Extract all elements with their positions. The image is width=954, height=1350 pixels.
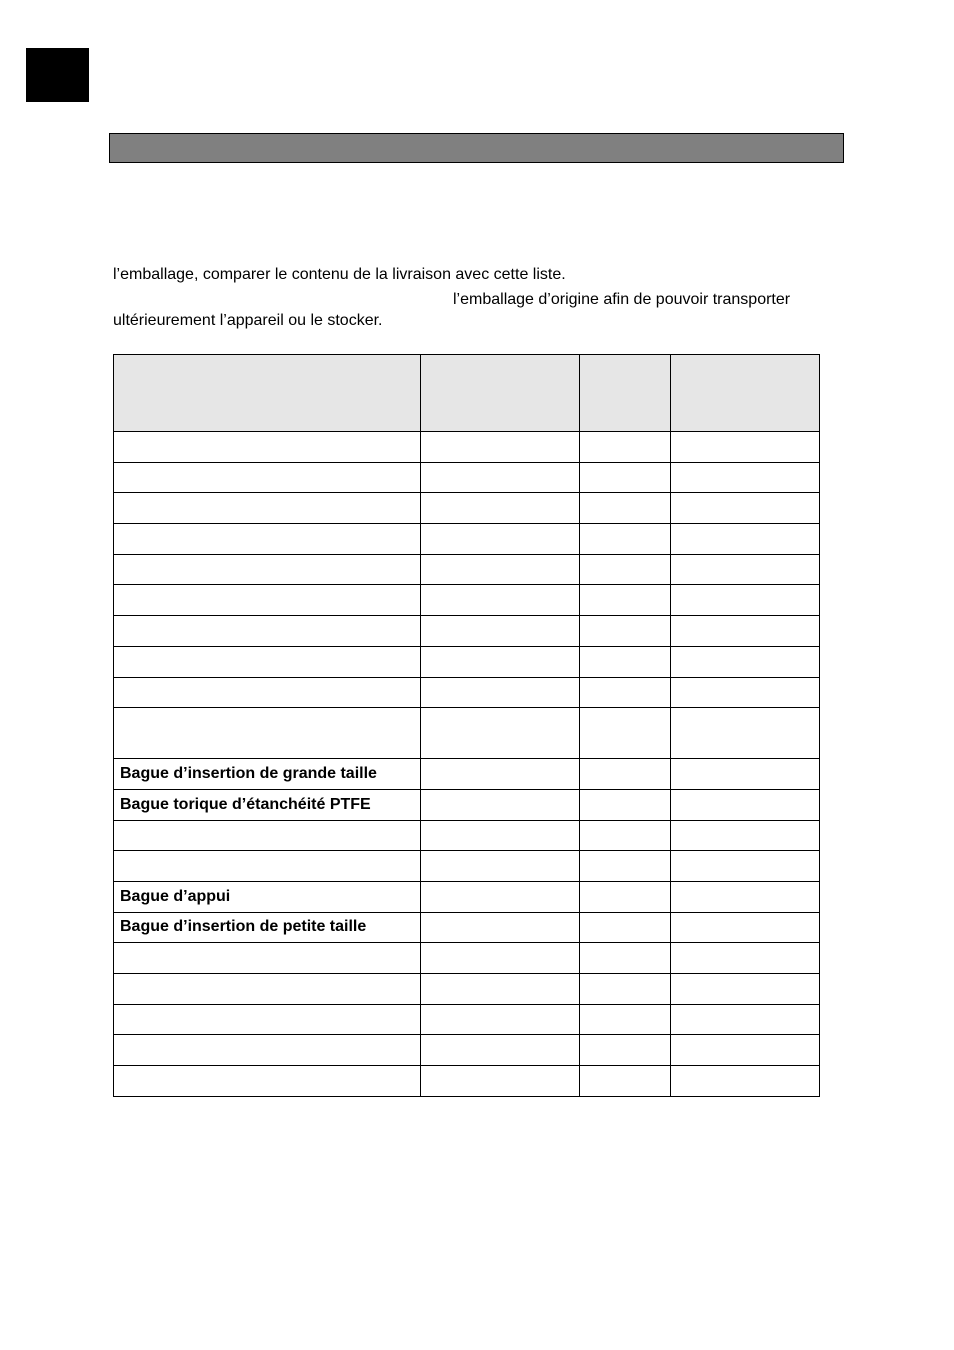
table-row xyxy=(114,524,820,555)
table-row xyxy=(114,1066,820,1097)
table-row xyxy=(114,912,820,943)
row-label xyxy=(114,554,421,585)
row-cell xyxy=(580,974,671,1005)
row-cell xyxy=(421,851,580,882)
table-row xyxy=(114,1004,820,1035)
row-label xyxy=(114,646,421,677)
row-label xyxy=(114,616,421,647)
row-cell xyxy=(580,646,671,677)
row-cell xyxy=(421,432,580,463)
row-cell xyxy=(671,616,820,647)
table-row xyxy=(114,789,820,820)
row-cell xyxy=(580,432,671,463)
row-cell xyxy=(421,974,580,1005)
row-cell xyxy=(580,820,671,851)
row-label xyxy=(114,851,421,882)
row-label xyxy=(114,524,421,555)
row-label xyxy=(114,1066,421,1097)
row-cell xyxy=(580,677,671,708)
row-cell xyxy=(580,1066,671,1097)
row-cell xyxy=(421,789,580,820)
table-row xyxy=(114,432,820,463)
row-cell xyxy=(580,759,671,790)
row-cell xyxy=(421,820,580,851)
row-cell xyxy=(421,708,580,759)
row-cell xyxy=(421,943,580,974)
row-cell xyxy=(671,943,820,974)
row-cell xyxy=(671,851,820,882)
row-label xyxy=(114,462,421,493)
table-row xyxy=(114,616,820,647)
row-cell xyxy=(421,912,580,943)
row-cell xyxy=(421,493,580,524)
table-row xyxy=(114,462,820,493)
row-cell xyxy=(580,789,671,820)
row-cell xyxy=(580,708,671,759)
row-cell xyxy=(580,585,671,616)
row-cell xyxy=(421,1066,580,1097)
table-row xyxy=(114,851,820,882)
row-cell xyxy=(671,554,820,585)
intro-text-line-3: ultérieurement l’appareil ou le stocker. xyxy=(113,312,383,329)
row-label xyxy=(114,677,421,708)
row-cell xyxy=(580,851,671,882)
row-cell xyxy=(421,1004,580,1035)
header-cell-quantity xyxy=(580,355,671,432)
row-cell xyxy=(580,943,671,974)
row-label xyxy=(114,585,421,616)
row-cell xyxy=(671,585,820,616)
row-label: Bague torique d’étanchéité PTFE xyxy=(114,789,421,820)
row-cell xyxy=(671,432,820,463)
row-label xyxy=(114,820,421,851)
row-cell xyxy=(421,554,580,585)
row-cell xyxy=(671,1066,820,1097)
row-cell xyxy=(421,646,580,677)
table-row xyxy=(114,759,820,790)
delivery-contents-table xyxy=(113,354,820,1097)
intro-text-line-2: l’emballage d’origine afin de pouvoir transporter xyxy=(453,291,791,308)
row-cell xyxy=(421,759,580,790)
row-cell xyxy=(421,462,580,493)
row-cell xyxy=(421,1035,580,1066)
row-cell xyxy=(671,1035,820,1066)
row-cell xyxy=(421,524,580,555)
row-label xyxy=(114,432,421,463)
header-cell-reference xyxy=(421,355,580,432)
intro-text-line-1: l’emballage, comparer le contenu de la livraison avec cette liste. xyxy=(113,266,566,283)
table-row xyxy=(114,820,820,851)
row-cell xyxy=(671,524,820,555)
row-cell xyxy=(580,524,671,555)
row-cell xyxy=(580,1035,671,1066)
table-row xyxy=(114,881,820,912)
row-label xyxy=(114,974,421,1005)
table-header-row xyxy=(114,355,820,432)
row-cell xyxy=(580,493,671,524)
table-row xyxy=(114,1035,820,1066)
row-cell xyxy=(671,912,820,943)
row-cell xyxy=(580,554,671,585)
row-cell xyxy=(671,677,820,708)
row-label: Bague d’appui xyxy=(114,881,421,912)
language-tab-block xyxy=(26,48,89,102)
row-cell xyxy=(671,493,820,524)
row-cell xyxy=(671,789,820,820)
row-cell xyxy=(421,616,580,647)
row-cell xyxy=(671,820,820,851)
row-label xyxy=(114,493,421,524)
row-label: Bague d’insertion de petite taille xyxy=(114,912,421,943)
row-cell xyxy=(671,759,820,790)
row-cell xyxy=(580,881,671,912)
row-label: Bague d’insertion de grande taille xyxy=(114,759,421,790)
row-cell xyxy=(671,462,820,493)
row-cell xyxy=(421,881,580,912)
table-row xyxy=(114,493,820,524)
row-cell xyxy=(421,585,580,616)
header-cell-designation xyxy=(114,355,421,432)
table-row xyxy=(114,554,820,585)
row-cell xyxy=(671,881,820,912)
row-cell xyxy=(580,912,671,943)
row-cell xyxy=(671,646,820,677)
row-cell xyxy=(671,974,820,1005)
table-row xyxy=(114,646,820,677)
table-row xyxy=(114,974,820,1005)
table-row xyxy=(114,585,820,616)
table-row xyxy=(114,708,820,759)
section-header-bar xyxy=(109,133,844,163)
table-row xyxy=(114,677,820,708)
row-cell xyxy=(580,462,671,493)
row-label xyxy=(114,1035,421,1066)
row-cell xyxy=(671,1004,820,1035)
header-cell-remarks xyxy=(671,355,820,432)
row-label xyxy=(114,1004,421,1035)
row-cell xyxy=(671,708,820,759)
row-cell xyxy=(421,677,580,708)
row-label xyxy=(114,708,421,759)
row-label xyxy=(114,943,421,974)
table-row xyxy=(114,943,820,974)
row-cell xyxy=(580,616,671,647)
row-cell xyxy=(580,1004,671,1035)
